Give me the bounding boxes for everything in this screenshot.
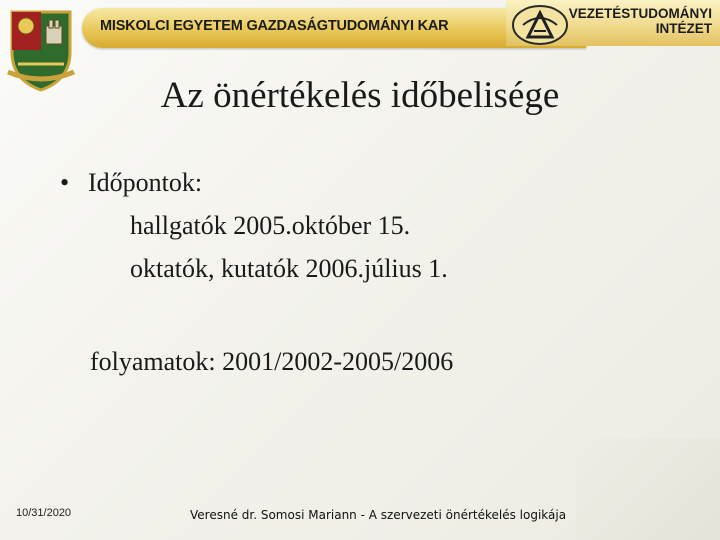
slide-title: Az önértékelés időbelisége [160,75,560,116]
faculty-name: MISKOLCI EGYETEM GAZDASÁGTUDOMÁNYI KAR [100,18,449,34]
institute-logo-icon [510,3,570,47]
institute-name-line1: VEZETÉSTUDOMÁNYI [568,6,712,21]
footer-date: 10/31/2020 [16,507,72,519]
footer-corner-decoration [576,438,720,540]
footer-author-text: Veresné dr. Somosi Mariann - A szervezeti önértékelés logikája [190,508,567,522]
institute-name-line2: INTÉZET [655,21,712,36]
bullet-marker: • [60,168,70,197]
process-line: folyamatok: 2001/2002-2005/2006 [90,347,454,376]
students-line: hallgatók 2005.október 15. [130,211,411,240]
staff-line: oktatók, kutatók 2006.július 1. [130,254,448,283]
bullet-label: Időpontok: [88,168,203,197]
institute-name [569,6,712,36]
